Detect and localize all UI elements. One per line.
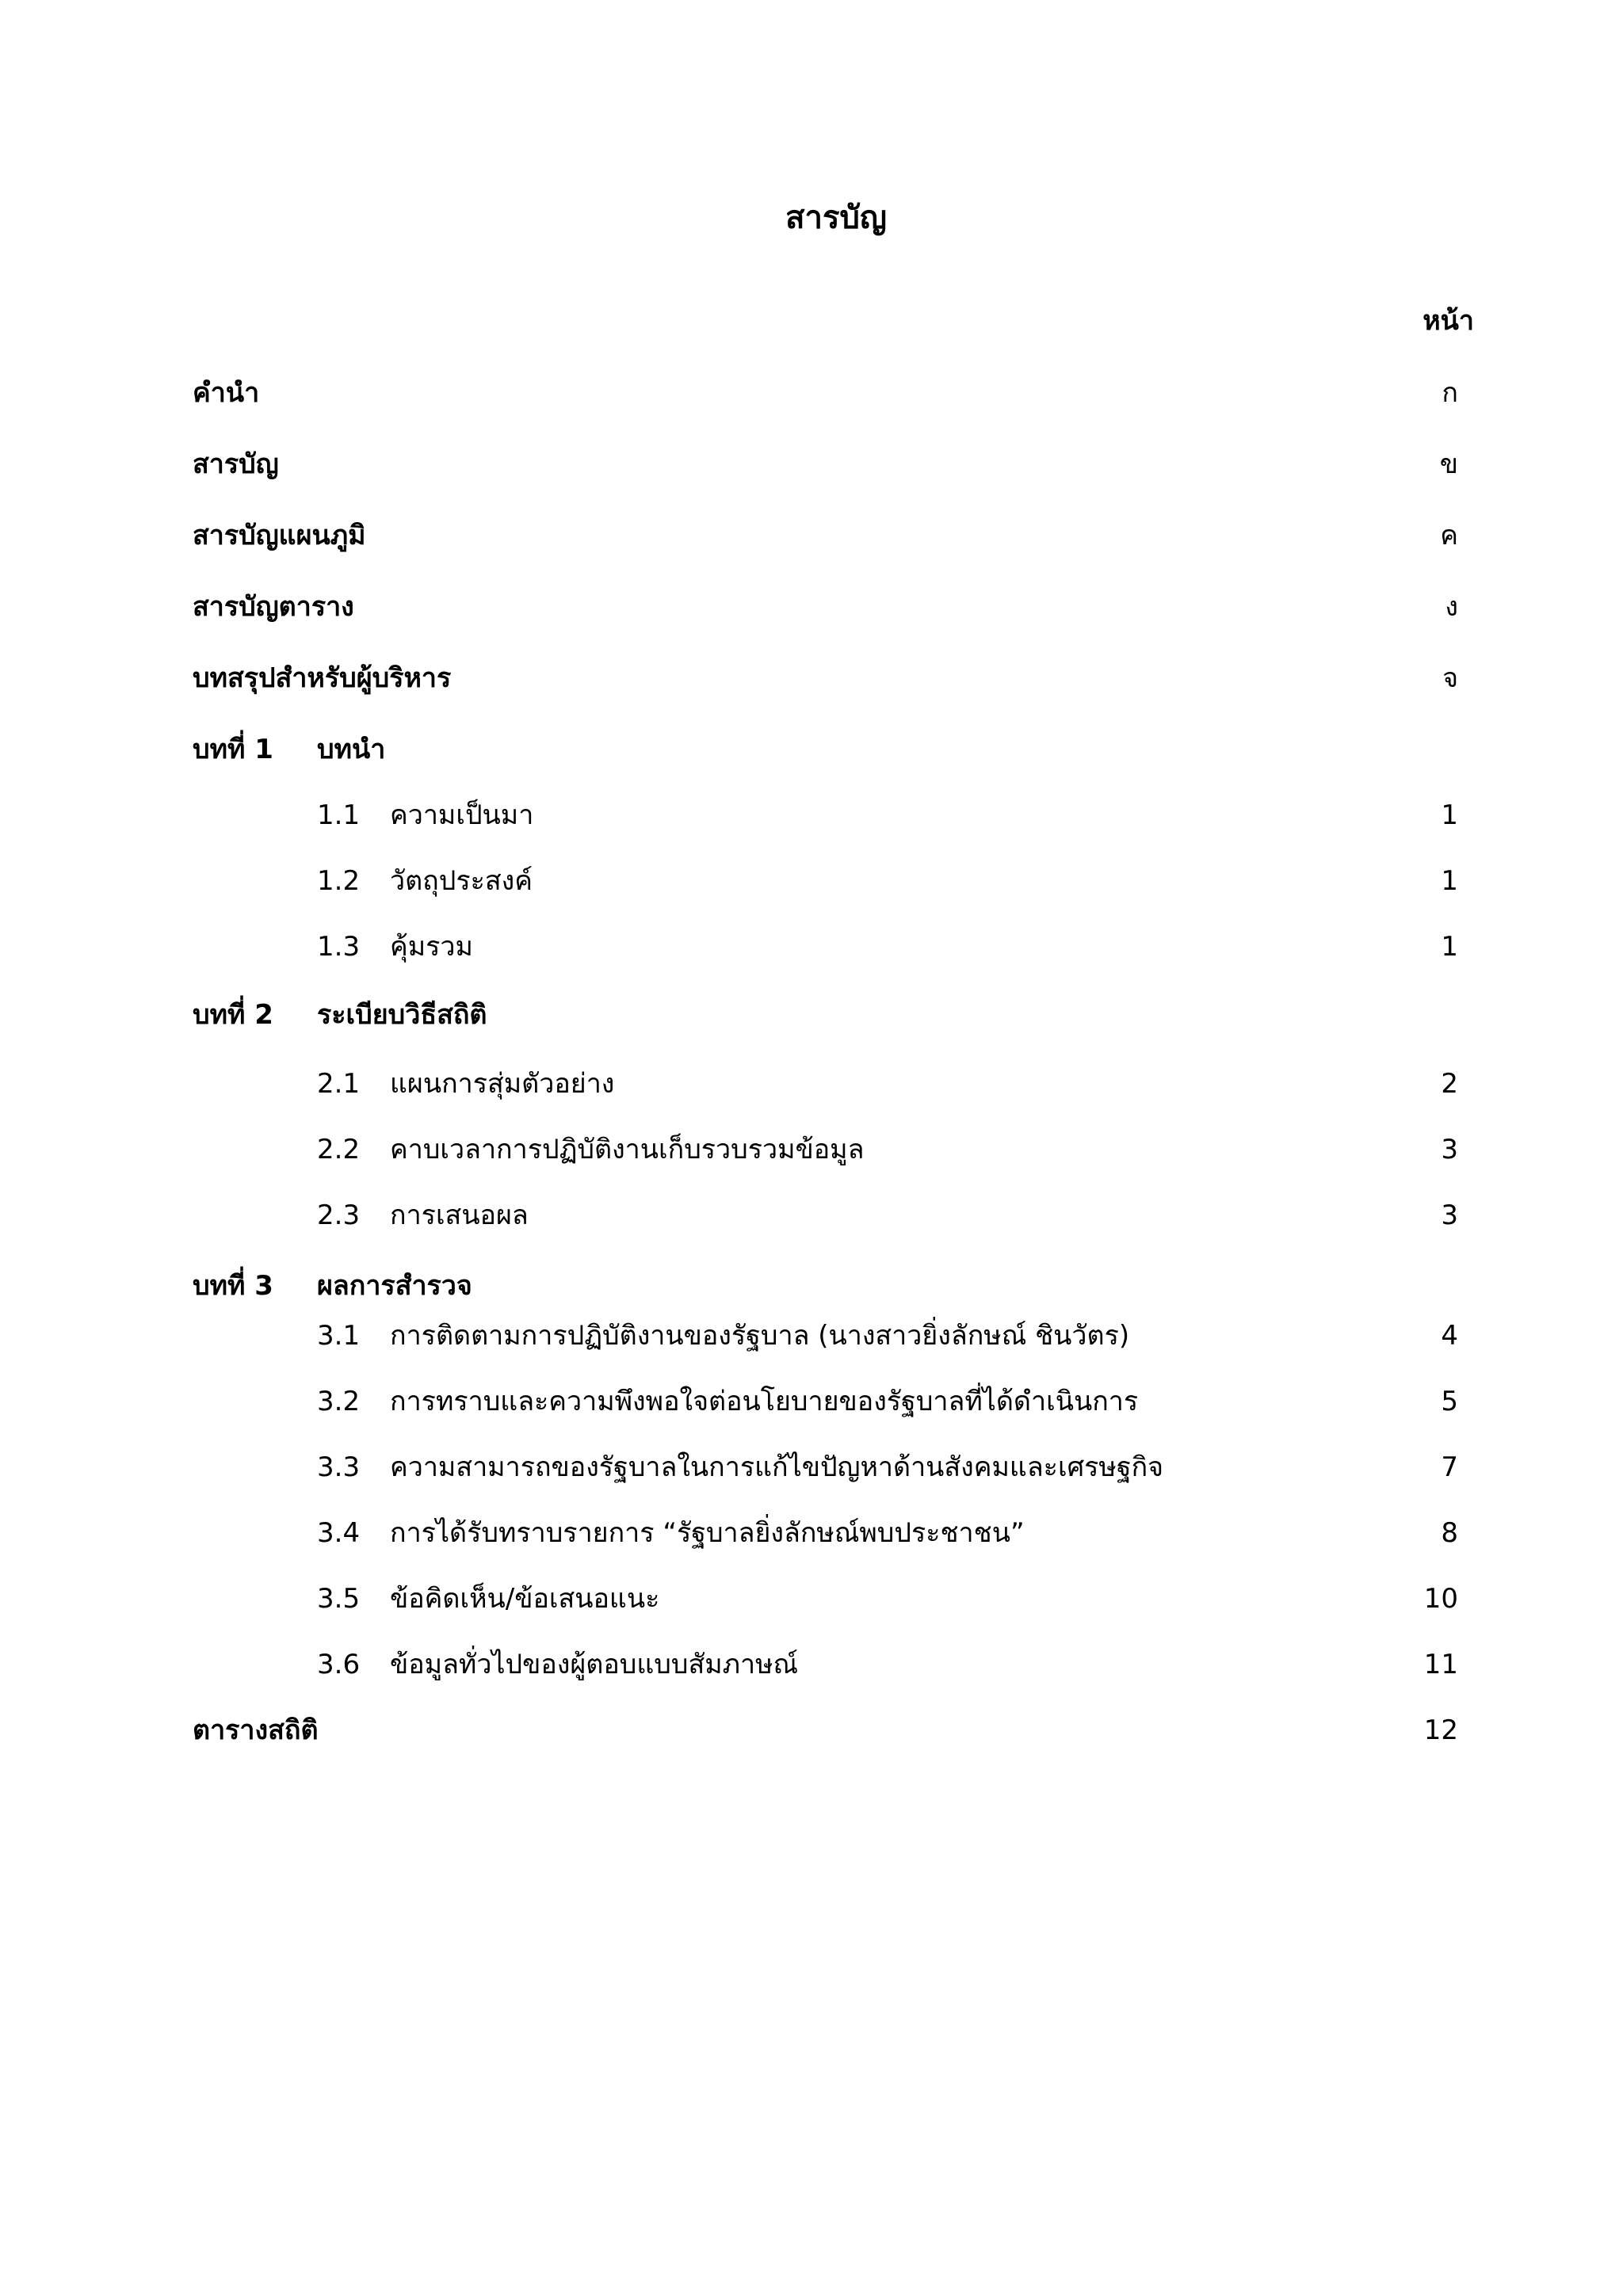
section-number: 3.1: [317, 1320, 361, 1352]
chapter-number: บทที่ 1: [193, 734, 273, 765]
chapter-heading: [0, 1257, 1623, 1314]
section-page: 7: [1441, 1451, 1458, 1483]
toc-entry: [0, 507, 1623, 564]
toc-section-entry: [0, 1373, 1623, 1430]
section-title: การได้รับทราบรายการ “รัฐบาลยิ่งลักษณ์พบประชาชน”: [390, 1517, 1025, 1549]
section-title: ข้อมูลทั่วไปของผู้ตอบแบบสัมภาษณ์: [390, 1649, 799, 1680]
toc-entry: [0, 578, 1623, 635]
section-number: 2.2: [317, 1134, 361, 1165]
chapter-heading: [0, 986, 1623, 1043]
toc-section-entry: [0, 852, 1623, 910]
section-number: 1.2: [317, 865, 361, 897]
section-number: 2.3: [317, 1199, 361, 1231]
toc-entry-page: ค: [1440, 520, 1458, 551]
section-page: 10: [1423, 1583, 1458, 1615]
section-page: 11: [1423, 1649, 1458, 1680]
section-number: 3.5: [317, 1583, 361, 1615]
chapter-number: บทที่ 2: [193, 999, 273, 1031]
toc-section-entry: [0, 1121, 1623, 1178]
section-number: 1.3: [317, 931, 361, 963]
toc-section-entry: [0, 1570, 1623, 1627]
section-number: 3.3: [317, 1451, 361, 1483]
section-title: ข้อคิดเห็น/ข้อเสนอแนะ: [390, 1583, 660, 1615]
section-title: คุ้มรวม: [390, 931, 473, 963]
section-page: 8: [1441, 1517, 1458, 1549]
chapter-number: บทที่ 3: [193, 1270, 273, 1302]
section-page: 1: [1441, 931, 1458, 963]
chapter-title: ระเบียบวิธีสถิติ: [317, 999, 487, 1031]
toc-entry: [0, 1702, 1623, 1759]
toc-section-entry: [0, 1439, 1623, 1496]
toc-section-entry: [0, 1055, 1623, 1112]
section-title: คาบเวลาการปฏิบัติงานเก็บรวบรวมข้อมูล: [390, 1134, 865, 1165]
toc-entry-page: จ: [1442, 662, 1458, 694]
section-number: 3.2: [317, 1386, 361, 1417]
chapter-title: ผลการสำรวจ: [317, 1270, 472, 1302]
section-page: 1: [1441, 799, 1458, 831]
toc-entry-label: สารบัญตาราง: [193, 591, 354, 623]
toc-entry-label: ตารางสถิติ: [193, 1714, 319, 1746]
toc-entry-page: ก: [1442, 377, 1458, 409]
toc-entry-label: บทสรุปสำหรับผู้บริหาร: [193, 662, 452, 694]
toc-entry-page: ง: [1445, 591, 1458, 623]
section-number: 3.6: [317, 1649, 361, 1680]
section-title: วัตถุประสงค์: [390, 865, 533, 897]
page-title: สารบัญ: [785, 200, 887, 236]
section-title: การติดตามการปฏิบัติงานของรัฐบาล (นางสาวยิ่งลักษณ์ ชินวัตร): [390, 1320, 1130, 1352]
toc-entry: [0, 364, 1623, 421]
toc-entry-label: สารบัญ: [193, 448, 279, 480]
toc-entry-label: สารบัญแผนภูมิ: [193, 520, 366, 551]
toc-entry: [0, 650, 1623, 707]
section-number: 3.4: [317, 1517, 361, 1549]
section-title: ความเป็นมา: [390, 799, 534, 831]
section-page: 2: [1441, 1068, 1458, 1100]
toc-section-entry: [0, 1636, 1623, 1693]
section-page: 3: [1441, 1199, 1458, 1231]
chapter-title: บทนำ: [317, 734, 386, 765]
toc-section-entry: [0, 1187, 1623, 1244]
toc-entry-page: 12: [1423, 1714, 1458, 1746]
toc-section-entry: [0, 1307, 1623, 1364]
section-number: 2.1: [317, 1068, 361, 1100]
chapter-heading: [0, 721, 1623, 778]
toc-section-entry: [0, 1505, 1623, 1562]
section-page: 3: [1441, 1134, 1458, 1165]
section-page: 4: [1441, 1320, 1458, 1352]
page-column-header: หน้า: [1423, 305, 1474, 337]
toc-section-entry: [0, 918, 1623, 975]
section-title: การเสนอผล: [390, 1199, 529, 1231]
section-page: 5: [1441, 1386, 1458, 1417]
toc-section-entry: [0, 787, 1623, 844]
section-title: แผนการสุ่มตัวอย่าง: [390, 1068, 615, 1100]
section-title: การทราบและความพึงพอใจต่อนโยบายของรัฐบาลที่ได้ดำเนินการ: [390, 1386, 1139, 1417]
section-title: ความสามารถของรัฐบาลในการแก้ไขปัญหาด้านสังคมและเศรษฐกิจ: [390, 1451, 1164, 1483]
toc-entry-page: ข: [1439, 448, 1458, 480]
section-number: 1.1: [317, 799, 361, 831]
section-page: 1: [1441, 865, 1458, 897]
toc-entry-label: คำนำ: [193, 377, 260, 409]
toc-entry: [0, 436, 1623, 493]
